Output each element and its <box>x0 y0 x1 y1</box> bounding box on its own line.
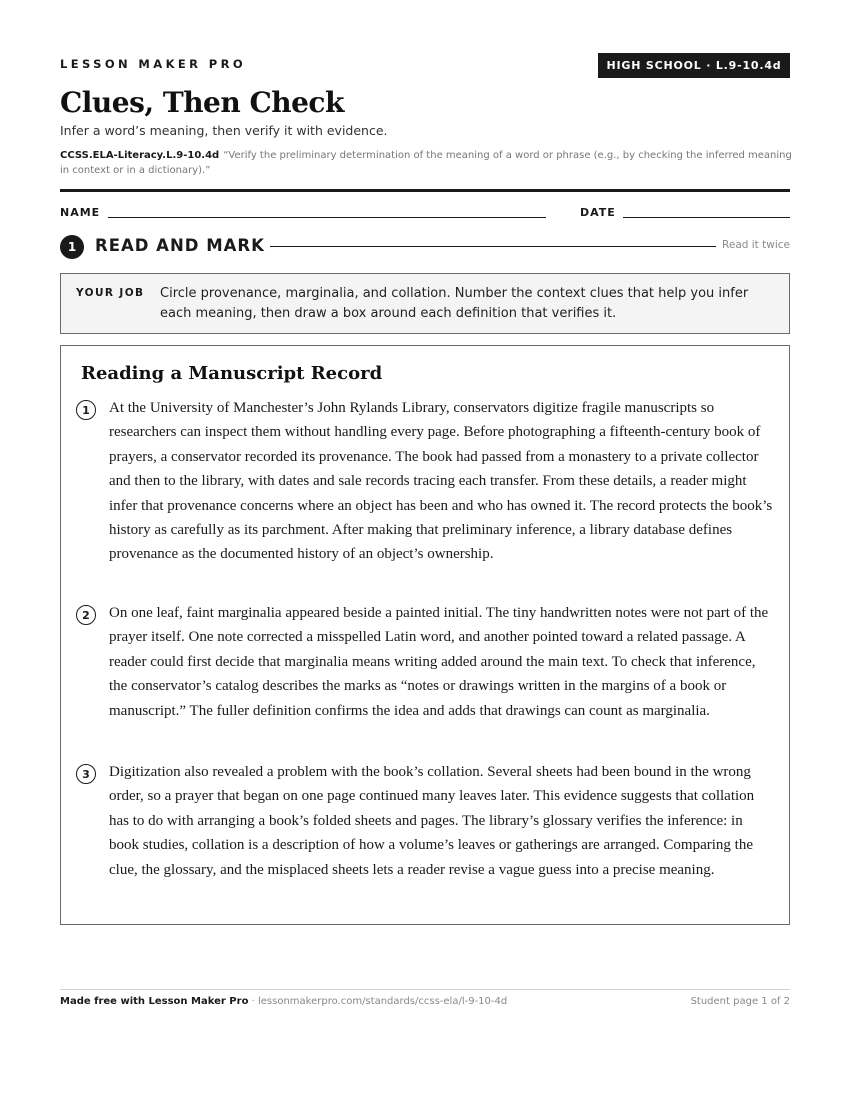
standard-code: CCSS.ELA-Literacy.L.9-10.4d <box>60 150 220 161</box>
page-title: Clues, Then Check <box>60 86 344 119</box>
section-title: READ AND MARK <box>95 236 265 255</box>
instructions-text: Circle provenance, marginalia, and collation. Number the context clues that help you infer each meaning, then draw a box around each definition that verifies it. <box>160 286 749 321</box>
standard-text: “Verify the preliminary determination of the meaning of a word or phrase (e.g., by checking the inferred meaning in context or in a dictionary).” <box>60 150 792 176</box>
reading-passage <box>60 345 790 925</box>
footer-credit <box>60 996 507 1007</box>
paragraph-1: At the University of Manchester’s John Rylands Library, conservators digitize fragile manuscripts so researchers can inspect them without handling every page. Before photographing a fifteenth-century book of prayers, a conservator recorded its provenance. The book had passed from a monastery to a private collector and then to the library, with dates and sale records tracing each transfer. From these details, a reader might infer that provenance concerns where an object has been and who has owned it. The record protects the book’s history as carefully as its parchment. After making that preliminary inference, a library database defines provenance as the documented history of an object’s ownership. <box>109 400 773 563</box>
instructions-box <box>60 273 790 334</box>
paragraph-3: Digitization also revealed a problem with the book’s collation. Several sheets had been bound in the wrong order, so a prayer that began on one page continued many leaves later. This evidence suggests that collation has to do with arranging a book’s folded sheets and pages. The library’s glossary verifies the inference: in book studies, collation is a description of how a volume’s leaves or gatherings are arranged. Comparing the clue, the glossary, and the misplaced sheets lets a reader revise a vague guess into a precise meaning. <box>109 764 755 878</box>
brand-name: LESSON MAKER PRO <box>60 57 247 71</box>
header-divider <box>60 189 790 192</box>
section-divider <box>270 246 716 247</box>
footer-divider <box>60 989 790 990</box>
instructions-label: YOUR JOB <box>76 287 145 299</box>
paragraph-number-2: 2 <box>76 605 96 625</box>
section-number-badge: 1 <box>60 235 84 259</box>
name-field[interactable] <box>108 217 546 218</box>
passage-title: Reading a Manuscript Record <box>81 363 383 384</box>
paragraph-number-1: 1 <box>76 400 96 420</box>
date-label: DATE <box>580 206 616 219</box>
date-field[interactable] <box>623 217 790 218</box>
paragraph-2: On one leaf, faint marginalia appeared beside a painted initial. The tiny handwritten notes were not part of the prayer itself. One note corrected a misspelled Latin word, and another pointed toward a related passage. A reader could first decide that marginalia means writing added around the main text. To check that inference, the conservator’s catalog describes the marks as “notes or drawings written in the margins of a book or manuscript.” The fuller definition confirms the idea and adds that drawings can count as marginalia. <box>109 605 769 719</box>
paragraph-number-3: 3 <box>76 764 96 784</box>
section-note: Read it twice <box>722 239 790 251</box>
level-badge: HIGH SCHOOL · L.9-10.4d <box>598 53 790 78</box>
footer-page-number: Student page 1 of 2 <box>690 996 790 1007</box>
standard-reference <box>60 148 795 178</box>
page-subtitle: Infer a word’s meaning, then verify it with evidence. <box>60 123 388 138</box>
footer-url: · lessonmakerpro.com/standards/ccss-ela/l-9-10-4d <box>248 996 508 1007</box>
name-label: NAME <box>60 206 101 219</box>
footer-made-by: Made free with Lesson Maker Pro <box>60 996 249 1007</box>
